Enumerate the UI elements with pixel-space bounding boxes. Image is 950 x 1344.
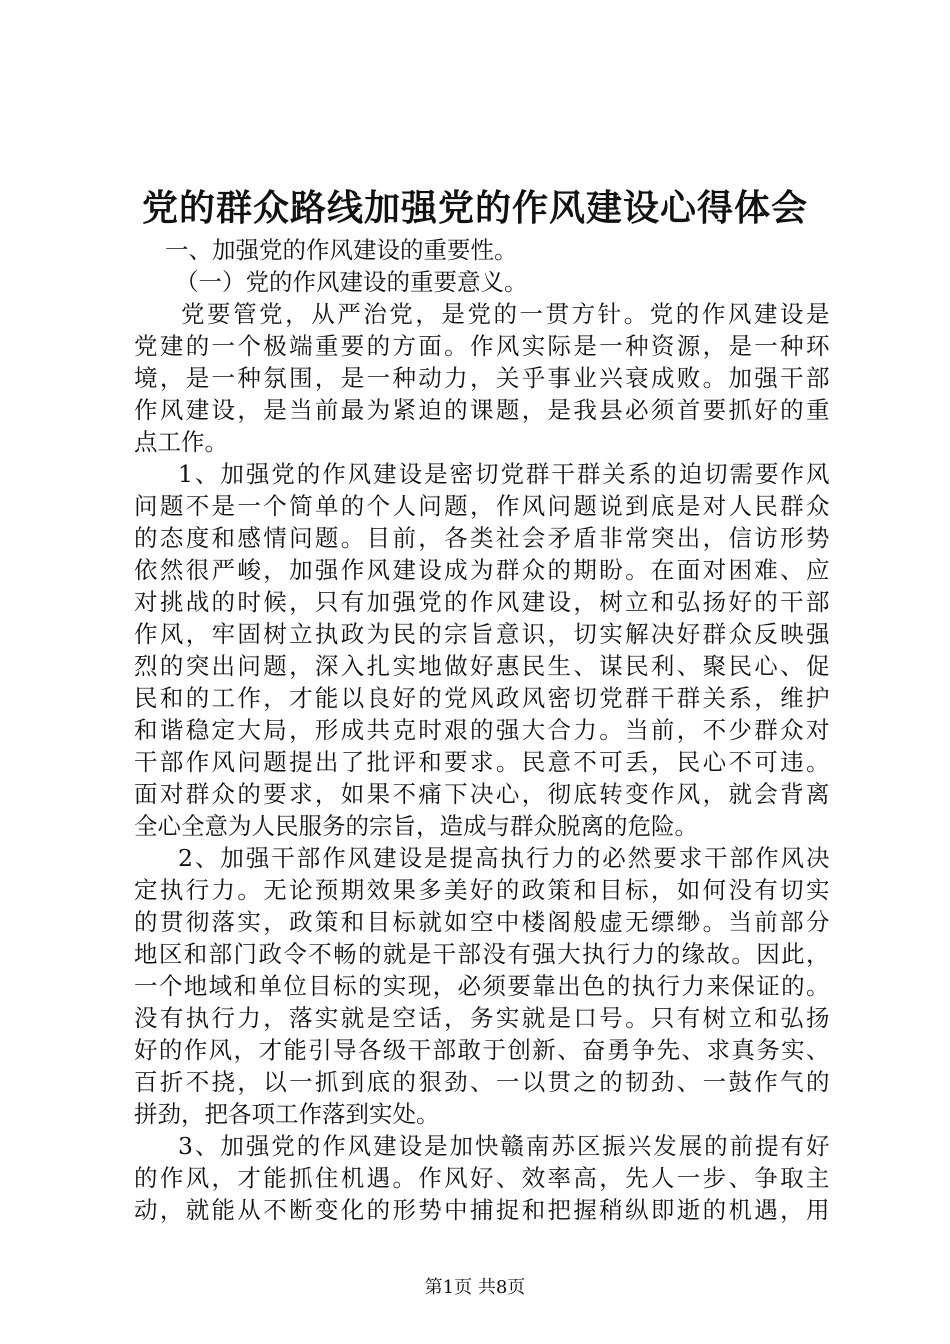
paragraph-line: 党建的一个极端重要的方面。作风实际是一种资源，是一种环 [134,332,830,360]
paragraph-line: 民和的工作，才能以良好的党风政风密切党群干群关系，维护 [134,684,830,712]
paragraph-line: 点工作。 [134,428,228,456]
paragraph-line: 定执行力。无论预期效果多美好的政策和目标，如何没有切实 [134,876,830,904]
paragraph-line: 动，就能从不断变化的形势中捕捉和把握稍纵即逝的机遇，用 [134,1196,830,1224]
paragraph-point-2 [134,842,830,1130]
paragraph-line: 好的作风，才能引导各级干部敢于创新、奋勇争先、求真务实、 [134,1036,830,1064]
section-heading: 一、加强党的作风建设的重要性。 [165,236,518,264]
document-title: 党的群众路线加强党的作风建设心得体会 [141,187,808,229]
paragraph-line: 党要管党，从严治党，是党的一贯方针。党的作风建设是 [181,300,830,328]
paragraph-line: 作风建设，是当前最为紧迫的课题，是我县必须首要抓好的重 [134,396,830,424]
page-number: 第1页 共8页 [424,1277,526,1298]
paragraph-line: 和谐稳定大局，形成共克时艰的强大合力。当前，不少群众对 [134,716,830,744]
paragraph-point-1 [134,458,830,842]
paragraph-line: 地区和部门政令不畅的就是干部没有强大执行力的缘故。因此， [134,940,830,968]
paragraph-line: 3、加强党的作风建设是加快赣南苏区振兴发展的前提有好 [178,1132,830,1160]
paragraph-line: 问题不是一个简单的个人问题，作风问题说到底是对人民群众 [134,492,830,520]
document-body [134,234,830,1226]
paragraph-line: 没有执行力，落实就是空话，务实就是口号。只有树立和弘扬 [134,1004,830,1032]
paragraph-line: 1、加强党的作风建设是密切党群干群关系的迫切需要作风 [178,460,830,488]
paragraph-line: 2、加强干部作风建设是提高执行力的必然要求干部作风决 [178,844,830,872]
paragraph-line: 境，是一种氛围，是一种动力，关乎事业兴衰成败。加强干部 [134,364,830,392]
paragraph-line: 全心全意为人民服务的宗旨，造成与群众脱离的危险。 [134,812,698,840]
paragraph-line: 的贯彻落实，政策和目标就如空中楼阁般虚无缥缈。当前部分 [134,908,830,936]
paragraph-importance [134,298,830,458]
subsection-heading: （一）党的作风建设的重要意义。 [175,268,528,296]
paragraph-line: 的态度和感情问题。目前，各类社会矛盾非常突出，信访形势 [134,524,830,552]
paragraph-line: 一个地域和单位目标的实现，必须要靠出色的执行力来保证的。 [134,972,830,1000]
paragraph-line: 对挑战的时候，只有加强党的作风建设，树立和弘扬好的干部 [134,588,830,616]
paragraph-line: 作风，牢固树立执政为民的宗旨意识，切实解决好群众反映强 [134,620,830,648]
paragraph-line: 面对群众的要求，如果不痛下决心，彻底转变作风，就会背离 [134,780,830,808]
paragraph-line: 百折不挠，以一抓到底的狠劲、一以贯之的韧劲、一鼓作气的 [134,1068,830,1096]
paragraph-line: 干部作风问题提出了批评和要求。民意不可丢，民心不可违。 [134,748,830,776]
paragraph-point-3 [134,1130,830,1226]
paragraph-line: 烈的突出问题，深入扎实地做好惠民生、谋民利、聚民心、促 [134,652,830,680]
paragraph-line: 拼劲，把各项工作落到实处。 [134,1100,440,1128]
paragraph-line: 的作风，才能抓住机遇。作风好、效率高，先人一步、争取主 [134,1164,830,1192]
paragraph-line: 依然很严峻，加强作风建设成为群众的期盼。在面对困难、应 [134,556,830,584]
